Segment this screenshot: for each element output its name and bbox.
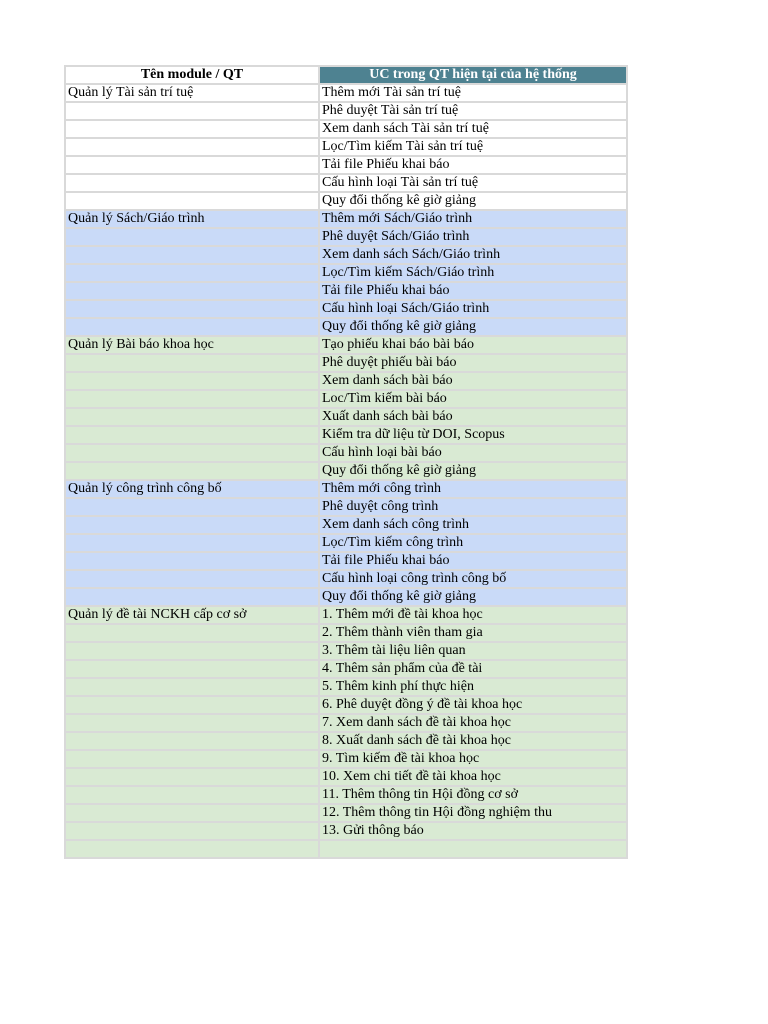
header-use-case[interactable]: UC trong QT hiện tại của hệ thống <box>319 66 627 84</box>
use-case-cell[interactable]: Xem danh sách công trình <box>319 516 627 534</box>
table-row <box>65 336 627 354</box>
table-row <box>65 354 627 372</box>
use-case-cell[interactable]: 8. Xuất danh sách đề tài khoa học <box>319 732 627 750</box>
empty-cell[interactable] <box>65 840 319 858</box>
use-case-cell[interactable]: 2. Thêm thành viên tham gia <box>319 624 627 642</box>
table-row <box>65 300 627 318</box>
header-row <box>65 66 627 84</box>
use-case-cell[interactable]: 7. Xem danh sách đề tài khoa học <box>319 714 627 732</box>
empty-cell[interactable] <box>65 804 319 822</box>
use-case-cell[interactable]: Phê duyệt Sách/Giáo trình <box>319 228 627 246</box>
table-row <box>65 390 627 408</box>
empty-cell[interactable] <box>65 390 319 408</box>
use-case-cell[interactable]: 3. Thêm tài liệu liên quan <box>319 642 627 660</box>
empty-cell[interactable] <box>65 462 319 480</box>
use-case-table <box>64 65 628 859</box>
empty-cell[interactable] <box>65 138 319 156</box>
table-row <box>65 714 627 732</box>
empty-cell[interactable] <box>65 750 319 768</box>
empty-cell[interactable] <box>65 570 319 588</box>
use-case-cell[interactable]: 5. Thêm kinh phí thực hiện <box>319 678 627 696</box>
module-name-cell[interactable]: Quản lý đề tài NCKH cấp cơ sở <box>65 606 319 624</box>
use-case-cell[interactable]: Tải file Phiếu khai báo <box>319 552 627 570</box>
use-case-cell[interactable]: 11. Thêm thông tin Hội đồng cơ sở <box>319 786 627 804</box>
empty-cell[interactable] <box>65 768 319 786</box>
use-case-cell[interactable]: 13. Gửi thông báo <box>319 822 627 840</box>
empty-cell[interactable] <box>65 102 319 120</box>
empty-cell[interactable] <box>65 444 319 462</box>
empty-cell[interactable] <box>65 732 319 750</box>
empty-cell[interactable] <box>65 714 319 732</box>
table-row <box>65 534 627 552</box>
empty-cell[interactable] <box>65 678 319 696</box>
table-row <box>65 462 627 480</box>
table-row <box>65 732 627 750</box>
header-module[interactable]: Tên module / QT <box>65 66 319 84</box>
table-row <box>65 282 627 300</box>
table-row <box>65 696 627 714</box>
table-row <box>65 210 627 228</box>
spreadsheet <box>64 65 628 859</box>
empty-cell[interactable] <box>65 156 319 174</box>
use-case-cell[interactable]: 10. Xem chi tiết đề tài khoa học <box>319 768 627 786</box>
use-case-cell[interactable]: Phê duyệt công trình <box>319 498 627 516</box>
table-row <box>65 174 627 192</box>
use-case-cell[interactable]: Kiểm tra dữ liệu từ DOI, Scopus <box>319 426 627 444</box>
use-case-cell[interactable]: 9. Tìm kiếm đề tài khoa học <box>319 750 627 768</box>
use-case-cell[interactable]: Lọc/Tìm kiếm công trình <box>319 534 627 552</box>
use-case-cell[interactable]: Thêm mới Sách/Giáo trình <box>319 210 627 228</box>
table-row <box>65 606 627 624</box>
empty-cell[interactable] <box>65 408 319 426</box>
module-name-cell[interactable]: Quản lý công trình công bố <box>65 480 319 498</box>
use-case-cell[interactable]: Quy đổi thống kê giờ giảng <box>319 588 627 606</box>
empty-cell[interactable] <box>65 426 319 444</box>
empty-cell[interactable] <box>65 264 319 282</box>
table-row <box>65 192 627 210</box>
use-case-cell[interactable]: Tải file Phiếu khai báo <box>319 282 627 300</box>
use-case-cell[interactable]: Phê duyệt Tài sản trí tuệ <box>319 102 627 120</box>
use-case-cell[interactable]: Thêm mới công trình <box>319 480 627 498</box>
use-case-cell[interactable]: Quy đổi thống kê giờ giảng <box>319 462 627 480</box>
use-case-cell[interactable]: Xuất danh sách bài báo <box>319 408 627 426</box>
table-row <box>65 516 627 534</box>
empty-cell[interactable] <box>65 318 319 336</box>
use-case-cell[interactable]: Lọc/Tìm kiếm Sách/Giáo trình <box>319 264 627 282</box>
table-row <box>65 120 627 138</box>
table-body <box>65 84 627 858</box>
table-row <box>65 588 627 606</box>
use-case-cell[interactable]: Cấu hình loại bài báo <box>319 444 627 462</box>
table-row <box>65 804 627 822</box>
use-case-cell[interactable]: Xem danh sách Tài sản trí tuệ <box>319 120 627 138</box>
table-row <box>65 102 627 120</box>
table-row <box>65 318 627 336</box>
table-row <box>65 840 627 858</box>
use-case-cell[interactable]: Cấu hình loại công trình công bố <box>319 570 627 588</box>
use-case-cell[interactable]: 6. Phê duyệt đồng ý đề tài khoa học <box>319 696 627 714</box>
empty-cell[interactable] <box>65 300 319 318</box>
table-row <box>65 552 627 570</box>
table-row <box>65 246 627 264</box>
use-case-cell[interactable]: Tạo phiếu khai báo bài báo <box>319 336 627 354</box>
use-case-cell[interactable]: Loc/Tìm kiếm bài báo <box>319 390 627 408</box>
empty-cell[interactable] <box>65 282 319 300</box>
use-case-cell[interactable]: Thêm mới Tài sản trí tuệ <box>319 84 627 102</box>
empty-cell[interactable] <box>65 552 319 570</box>
use-case-cell[interactable]: Cấu hình loại Tài sản trí tuệ <box>319 174 627 192</box>
use-case-cell[interactable]: Lọc/Tìm kiếm Tài sản trí tuệ <box>319 138 627 156</box>
empty-cell[interactable] <box>65 174 319 192</box>
empty-cell[interactable] <box>65 246 319 264</box>
table-row <box>65 84 627 102</box>
empty-cell[interactable] <box>65 534 319 552</box>
empty-cell[interactable] <box>65 822 319 840</box>
empty-cell[interactable] <box>65 354 319 372</box>
module-name-cell[interactable]: Quản lý Bài báo khoa học <box>65 336 319 354</box>
table-row <box>65 678 627 696</box>
table-row <box>65 570 627 588</box>
table-row <box>65 228 627 246</box>
use-case-cell[interactable]: Xem danh sách Sách/Giáo trình <box>319 246 627 264</box>
empty-cell[interactable] <box>65 120 319 138</box>
empty-cell[interactable] <box>65 642 319 660</box>
table-row <box>65 444 627 462</box>
table-row <box>65 372 627 390</box>
empty-cell[interactable] <box>65 696 319 714</box>
table-row <box>65 426 627 444</box>
empty-cell[interactable] <box>65 192 319 210</box>
table-row <box>65 624 627 642</box>
table-row <box>65 822 627 840</box>
table-row <box>65 768 627 786</box>
use-case-cell[interactable]: 12. Thêm thông tin Hội đồng nghiệm thu <box>319 804 627 822</box>
empty-cell[interactable] <box>65 660 319 678</box>
table-row <box>65 480 627 498</box>
table-row <box>65 498 627 516</box>
table-row <box>65 264 627 282</box>
use-case-cell[interactable]: Quy đổi thống kê giờ giảng <box>319 318 627 336</box>
use-case-cell[interactable]: Xem danh sách bài báo <box>319 372 627 390</box>
empty-cell[interactable] <box>65 516 319 534</box>
use-case-cell[interactable]: Phê duyệt phiếu bài báo <box>319 354 627 372</box>
use-case-cell[interactable]: Cấu hình loại Sách/Giáo trình <box>319 300 627 318</box>
module-name-cell[interactable]: Quản lý Sách/Giáo trình <box>65 210 319 228</box>
empty-cell[interactable] <box>65 786 319 804</box>
table-row <box>65 138 627 156</box>
empty-cell[interactable] <box>65 624 319 642</box>
empty-cell[interactable] <box>65 588 319 606</box>
table-row <box>65 750 627 768</box>
empty-cell[interactable] <box>65 372 319 390</box>
table-row <box>65 156 627 174</box>
use-case-cell[interactable]: Quy đổi thống kê giờ giảng <box>319 192 627 210</box>
use-case-cell[interactable]: 4. Thêm sản phẩm của đề tài <box>319 660 627 678</box>
table-row <box>65 786 627 804</box>
empty-cell[interactable] <box>65 498 319 516</box>
empty-cell[interactable] <box>65 228 319 246</box>
table-row <box>65 660 627 678</box>
module-name-cell[interactable]: Quản lý Tài sản trí tuệ <box>65 84 319 102</box>
table-row <box>65 642 627 660</box>
use-case-cell[interactable]: Tải file Phiếu khai báo <box>319 156 627 174</box>
table-row <box>65 408 627 426</box>
use-case-cell[interactable] <box>319 840 627 858</box>
use-case-cell[interactable]: 1. Thêm mới đề tài khoa học <box>319 606 627 624</box>
